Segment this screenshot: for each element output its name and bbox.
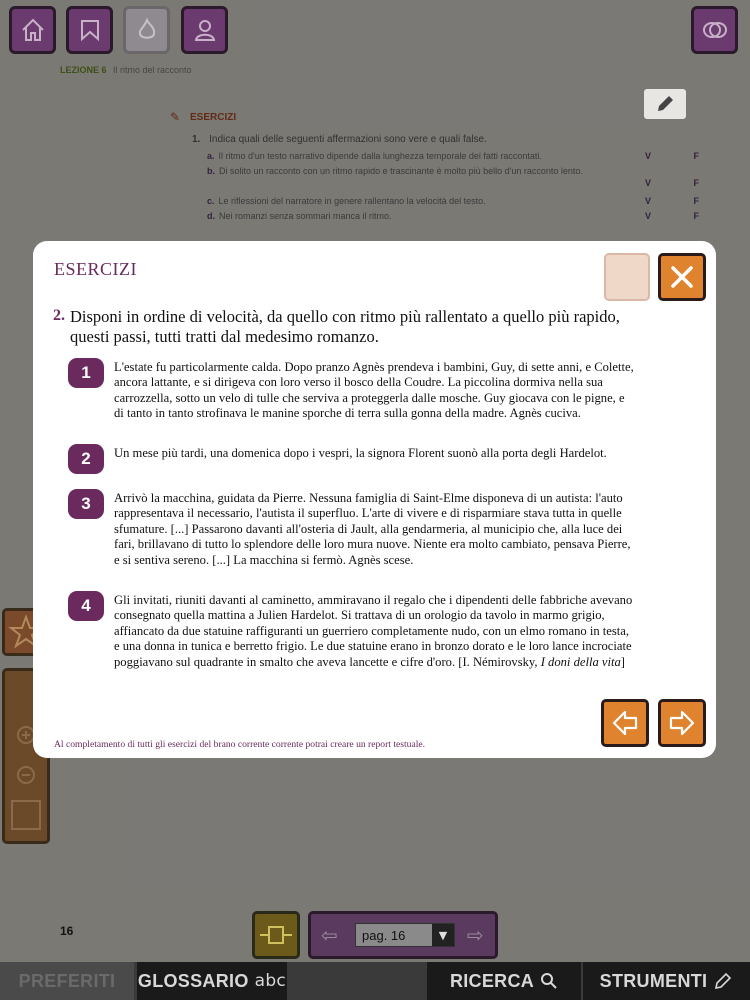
arrow-right-icon: [667, 708, 697, 738]
report-footnote: Al completamento di tutti gli esercizi del brano corrente corrente potrai creare un report testuale.: [54, 739, 426, 750]
true-false-choice[interactable]: V F: [645, 211, 720, 221]
page-exercises-heading: ESERCIZI: [190, 112, 237, 123]
thumbnails-button[interactable]: [252, 911, 300, 959]
passage-number-button[interactable]: 2: [68, 444, 104, 474]
flame-button[interactable]: [123, 6, 170, 54]
tab-strumenti[interactable]: [583, 962, 750, 1000]
passage-number-button[interactable]: 3: [68, 489, 104, 519]
true-false-choice[interactable]: V F: [645, 151, 720, 161]
bookmark-icon: [77, 17, 103, 43]
true-false-choice[interactable]: V F: [645, 178, 720, 188]
tab-glossario-label: GLOSSARIO: [137, 970, 249, 991]
page-number: 16: [60, 924, 74, 938]
bookmark-button[interactable]: [66, 6, 113, 54]
disabled-action-button[interactable]: [604, 253, 650, 301]
lesson-title: Il ritmo del racconto: [113, 65, 192, 75]
citation-close: ]: [620, 654, 625, 669]
next-page-icon[interactable]: ⇨: [467, 923, 484, 947]
arrow-left-icon: [610, 708, 640, 738]
exercise-icon: ✎: [170, 110, 181, 124]
tab-preferiti[interactable]: [0, 962, 134, 1000]
passage-text: [114, 593, 636, 670]
tab-preferiti-label: PREFERITI: [18, 970, 116, 991]
passage-text: L'estate fu particolarmente calda. Dopo pranzo Agnès prendeva i bambini, Guy, di sette anni, e Colette, ancora lattante, e si dirigeva con loro verso il bosco della Coudre. La piccolina dormiva nella sua carrozzella, sotto un velo di tulle che serviva a proteggerla dalle mosche. Guy giocava con le pigne, e di tanto in tanto strofinava le manine sporche di terra sulla gonna della madre. Agnès cuciva.: [114, 360, 634, 421]
user-icon: [192, 17, 218, 43]
page-select-value: pag. 16: [362, 927, 406, 943]
statement-item: d. Nei romanzi senza sommari manca il ritmo.: [207, 211, 392, 221]
chevron-down-icon[interactable]: ▼: [432, 924, 454, 946]
citation-title: I doni della vita: [540, 654, 621, 669]
pencil-icon: [713, 971, 733, 991]
question-number: 2.: [53, 307, 65, 324]
question-text: Disponi in ordine di velocità, da quello con ritmo più rallentato a quello più rapido, questi passi, tutti tratti dal medesimo romanzo.: [70, 307, 620, 346]
passage-text-body: Gli invitati, riuniti davanti al caminetto, ammiravano il regalo che i dipendenti delle fabbriche avevano consegnato quella mattina a Julien Hardelot. Si trattava di un orologio da tavolo in marmo grigio, affiancato da due statuine raffiguranti un guerriero completamente nudo, con un elmo romano in testa, e una donna in tunica e berretto frigio. Le due statuine erano in bronzo dorato e le loro lance incrociate poggiavano sul quadrante in smalto che aveva lancette e cifre d'oro. [I. Némirovsky,: [114, 593, 633, 669]
profile-button[interactable]: [181, 6, 228, 54]
statement-item: c. Le riflessioni del narratore in genere rallentano la velocità del testo.: [207, 196, 486, 206]
close-icon: [668, 263, 696, 291]
true-false-choice[interactable]: V F: [645, 196, 720, 206]
search-icon: [540, 972, 558, 990]
overlap-circles-icon: [702, 17, 728, 43]
exercise-modal: [33, 241, 716, 758]
previous-page-icon[interactable]: ⇦: [321, 923, 338, 947]
previous-button[interactable]: [601, 699, 649, 747]
glossary-abc-icon: abc: [254, 971, 287, 991]
tab-glossario[interactable]: [137, 962, 287, 1000]
passage-number-button[interactable]: 1: [68, 358, 104, 388]
passage-text: Un mese più tardi, una domenica dopo i vespri, la signora Florent suonò alla porta degli Hardelot.: [114, 446, 607, 460]
statement-item: b. Di solito un racconto con un ritmo rapido e trascinante è molto più bello d'un racconto lento.: [207, 166, 583, 176]
annotate-button[interactable]: [644, 89, 686, 119]
page-navigator: [308, 911, 498, 959]
close-button[interactable]: [658, 253, 706, 301]
passage-number-button[interactable]: 4: [68, 591, 104, 621]
modal-title: ESERCIZI: [54, 259, 137, 279]
view-mode-button[interactable]: [691, 6, 738, 54]
next-button[interactable]: [658, 699, 706, 747]
tab-ricerca[interactable]: [427, 962, 581, 1000]
tab-strumenti-label: STRUMENTI: [599, 970, 708, 991]
statement-item: a. Il ritmo d'un testo narrativo dipende dalla lunghezza temporale dei fatti raccontati.: [207, 151, 542, 161]
passage-text: Arrivò la macchina, guidata da Pierre. Nessuna famiglia di Saint-Elme disponeva di un autista: l'auto rappresentava il necessario, l'autista il superfluo. L'arte di vivere e di risparmiare stava tutta in quelle sfumature. [...] Passarono davanti all'osteria di Jault, alla gendarmeria, al municipio che, alla luce dei fari, brillavano di tutto lo splendore delle loro mura nuove. Niente era molto cambiato, pensava Pierre, e si sentiva sereno. [...] La macchina si fermò. Agnès scese.: [114, 491, 631, 567]
page-question-text: Indica quali delle seguenti affermazioni sono vere e quali false.: [209, 134, 487, 145]
flame-icon: [134, 17, 160, 43]
home-button[interactable]: [9, 6, 56, 54]
home-icon: [20, 17, 46, 43]
page-question-number: 1.: [192, 134, 201, 145]
page-slider-icon: [258, 923, 294, 947]
lesson-label: LEZIONE 6: [60, 65, 107, 75]
page-select[interactable]: [355, 923, 455, 947]
pencil-icon: [654, 93, 676, 115]
tab-ricerca-label: RICERCA: [449, 970, 535, 991]
